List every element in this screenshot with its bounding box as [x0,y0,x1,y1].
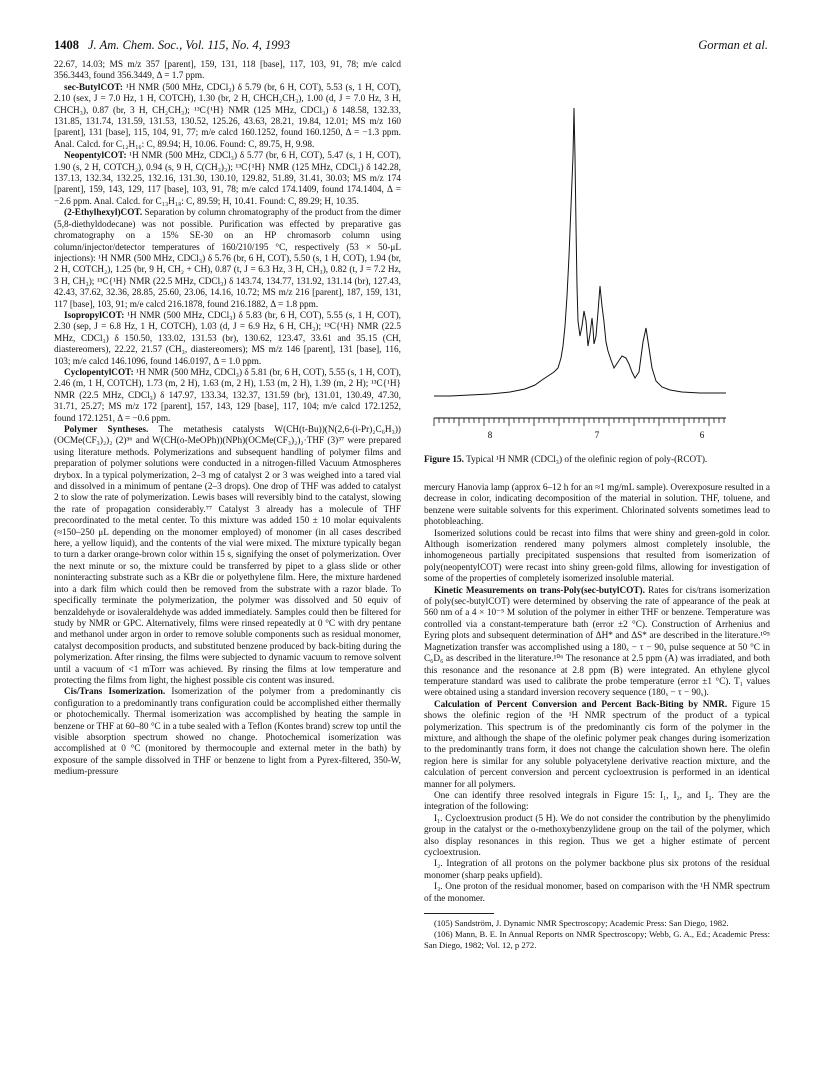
right-column [424,483,770,950]
section-heading: Kinetic Measurements on trans-Poly(sec-butylCOT). [434,585,649,596]
journal-citation: J. Am. Chem. Soc., Vol. 115, No. 4, 1993 [88,38,290,52]
spectrum-trace [434,108,726,396]
paragraph: sec-ButylCOT: ¹H NMR (500 MHz, CDCl₃) δ 5.79 (br, 6 H, COT), 5.53 (s, 1 H, COT), 2.10 (sex, J = 7.0 Hz, 1 H, COTCH), 1.30 (br, 2 H, CHCH₂CH₃), 1.00 (d, J = 7.0 Hz, 3 H, CHCH₃), 0.87 (br, 3 H, CH₂CH₃); ¹³C{¹H} NMR (125 MHz, CDCl₃) δ 148.58, 132.33, 131.85, 131.74, 131.59, 131.53, 130.52, 125.26, 43.63, 28.21, 19.84, 12.01; MS m/z 160 [parent], 131 [base], 115, 104, 91, 77; m/e calcd 160.1252, found 160.1250, Δ = −1.3 ppm. Anal. Calcd. for C₁₂H₁₆: C, 89.94; H, 10.06. Found: C, 89.75, H, 9.98. [54,82,401,150]
paragraph: Polymer Syntheses. The metathesis catalysts W(CH(t-Bu))(N(2,6-(i-Pr)₂C₆H₃))(OCMe(CF₃)₂)₂ (2)³⁶ and W(CH(o-MeOPh))(NPh)(OCMe(CF₃)₂)₂·THF (3)³⁷ were prepared using literature methods. Polymerizations and subsequent handling of polymer films and preparation of polymer solutions were conducted in a nitrogen-filled Vacuum Atmospheres drybox. In a typical polymerization, 2–3 mg of catalyst 2 or 3 was weighed into a tared vial and dissolved in a minimum of pentane (2–3 drops). One drop of THF was added to catalyst 2 to slow the rate of polymerization. Lewis bases will reversibly bind to the catalyst, slowing the rate of propagation considerably.⁷⁷ Catalyst 3 already has a molecule of THF precoordinated to the metal center. To this mixture was added 150 ± 10 molar equivalents (≈150–250 μL depending on the monomer employed) of monomer (in all cases described here, a yellow liquid), and the contents of the vial were mixed. The mixture typically began to turn a darker orange-brown color within 15 s, signifying the onset of polymerization. Over the next minute or so, the mixture could be transferred by pipet to a glass slide or other noninteracting substrate such as a KBr die or polyethylene film. Here, the mixture hardened into a dark film which could then be removed from the substrate with a razor blade. To specifically terminate the polymerization, the polymer was dissolved and 50 equiv of benzaldehyde or isovaleraldehyde was added immediately. Samples could then be filtered for study by NMR or GPC. Alternatively, films were rinsed repeatedly at 0 °C with dry pentane and methanol under argon in order to remove soluble components such as residual monomer, catalyst decomposition products, and substituted benzene produced by back-biting during the polymerization. After rinsing, the films were subjected to dynamic vacuum to remove solvent until a vacuum of <1 mTorr was achieved. By rinsing the films at low temperature and protecting the films from light, the highest possible cis content was insured. [54,425,401,686]
paragraph: NeopentylCOT: ¹H NMR (500 MHz, CDCl₃) δ 5.77 (br, 6 H, COT), 5.47 (s, 1 H, COT), 1.90 (s, 2 H, COTCH₂), 0.94 (s, 9 H, C(CH₃)₃); ¹³C{¹H} NMR (125 MHz, CDCl₃) δ 142.28, 137.13, 132.34, 132.25, 132.16, 131.30, 130.10, 129.82, 51.89, 31.41, 30.03; MS m/z 174 [parent], 159, 143, 129, 117 [base], 103, 91, 78; m/e calcd 174.1409, found 174.1404, Δ = −2.6 ppm. Anal. Calcd. for C₁₃H₁₈: C, 89.59; H, 10.41. Found: C, 89.29; H, 10.35. [54,151,401,207]
section-heading: Polymer Syntheses. [64,425,159,435]
paragraph: Kinetic Measurements on trans-Poly(sec-butylCOT). Rates for cis/trans isomerization of poly(sec-butylCOT) were determined by observing the rate of appearance of the peak at 560 nm of a 4 × 10⁻⁵ M solution of the polymer in either THF or benzene. Temperature was controlled via a constant-temperature bath (error ±2 °C). Construction of Arrhenius and Eyring plots and subsequent determination of ΔH* and ΔS* are described in the literature.¹⁰⁵ Magnetization transfer was accomplished using a 180ₓ − τ − 90ₓ pulse sequence at 50 °C in C₆D₆ as described in the literature.¹⁰⁶ The resonance at 2.5 ppm (A) was irradiated, and both this resonance and the resonance at 2.8 ppm (B) were integrated. An ethylene glycol temperature standard was used to calibrate the probe temperature (error ±1 °C). T₁ values were obtained using a standard inversion recovery sequence (180ₓ − τ − 90ₓ). [424,585,770,699]
footnote: (106) Mann, B. E. In Annual Reports on NMR Spectroscopy; Webb, G. A., Ed.; Academic Press: San Diego, 1982; Vol. 12, p 272. [424,928,770,950]
compound-heading: sec-ButylCOT: [64,82,126,93]
paragraph: I₃. One proton of the residual monomer, based on comparison with the ¹H NMR spectrum of the monomer. [424,882,770,904]
axis-tick-label: 8 [487,430,493,440]
section-heading: Calculation of Percent Conversion and Percent Back-Biting by NMR. [434,699,732,710]
paragraph: mercury Hanovia lamp (approx 6–12 h for an ≈1 mg/mL sample). Overexposure resulted in a decrease in color, indicating decomposition of the material in solution. THF, toluene, and benzene were suitable solvents for this experiment. Chlorinated solvents sometimes lead to photobleaching. [424,483,770,528]
compound-heading: CyclopentylCOT: [64,367,137,378]
paragraph: (2-Ethylhexyl)COT. Separation by column chromatography of the product from the dimer (5,8-diethyldodecane) was not possible. Purification was effected by preparative gas chromatography on a 15% SE-30 on an HP chromasorb column using column/injector/detector temperatures of 160/210/195 °C, respectively (53 × 50-μL injections): ¹H NMR (500 MHz, CDCl₃) δ 5.76 (br, 6 H, COT), 5.50 (s, 1 H, COT), 1.94 (br, 2 H, COTCH₂), 1.25 (br, 9 H, CH₂ + CH), 0.87 (t, J = 6.3 Hz, 3 H, CH₃), 0.82 (t, J = 7.2 Hz, 3 H, CH₃); ¹³C{¹H} NMR (22.5 MHz, CDCl₃) δ 143.74, 134.77, 131.92, 131.14 (br), 127.43, 42.43, 37.62, 32.36, 28.85, 25.60, 23.06, 14.16, 10.72; MS m/z 216 [parent], 187, 159, 131, 117 [base], 103, 91; m/e calcd 216.1878, found 216.1882, Δ = 1.8 ppm. [54,208,401,310]
figure-caption [424,455,770,466]
page-number: 1408 [54,38,79,52]
axis-tick-label: 7 [594,430,600,440]
paragraph: Isomerized solutions could be recast into films that were shiny and green-gold in color. Although isomerization rendered many polymers almost completely insoluble, the inhomogeneous partially precipitated suspensions that resulted from isomerization of poly(neopentylCOT) were recast into shiny green-gold films, allowing for investigation of some of the properties of completely isomerized insoluble material. [424,528,770,585]
axis-tick-label: 6 [699,430,705,440]
compound-heading: (2-Ethylhexyl)COT. [64,208,145,219]
page-header [54,38,768,54]
paragraph: One can identify three resolved integrals in Figure 15: I₁, I₂, and I₃. They are the integration of the following: [424,790,770,813]
section-heading: Cis/Trans Isomerization. [64,687,172,698]
paragraph: I₂. Integration of all protons on the polymer backbone plus six protons of the residual monomer (sharp peaks upfield). [424,859,770,881]
axis-ticks [434,418,724,426]
figure-label: Figure 15. [424,455,464,465]
compound-heading: IsopropylCOT: [64,310,128,321]
paragraph: CyclopentylCOT: ¹H NMR (500 MHz, CDCl₃) δ 5.81 (br, 6 H, COT), 5.55 (s, 1 H, COT), 2.46 (m, 1 H, COTCH), 1.73 (m, 2 H), 1.63 (m, 2 H), 1.53 (m, 2 H), 1.39 (m, 2 H); ¹³C{¹H} NMR (22.5 MHz, CDCl₃) δ 147.97, 133.34, 132.37, 131.59 (br), 131.01, 130.49, 47.30, 31.71, 25.27; MS m/z 172 [parent], 157, 143, 129 [base], 117, 104; m/e calcd 172.1252, found 172.1251, Δ = −0.6 ppm. [54,367,401,424]
compound-heading: NeopentylCOT: [64,151,130,162]
nmr-spectrum-figure [430,96,730,461]
paragraph: 22.67, 14.03; MS m/z 357 [parent], 159, 131, 118 [base], 117, 103, 91, 78; m/e calcd 356.3443, found 356.3449, Δ = 1.7 ppm. [54,60,401,82]
footnote: (105) Sandström, J. Dynamic NMR Spectroscopy; Academic Press: San Diego, 1982. [434,918,729,929]
paragraph: Cis/Trans Isomerization. Isomerization of the polymer from a predominantly cis configuration to a predominantly trans configuration could be accomplished either thermally or photochemically. Thermal isomerization was accomplished by heating the sample in benzene or THF at 60–80 °C in a tube sealed with a Teflon (Kontes brand) screw top until the visible absorption spectrum showed no change. Photochemical isomerization was accomplished at 0 °C (monitored by thermocouple and external meter in the bath) by exposure of the sample dissolved in THF or benzene to light from a Pyrex-filtered, 350-W, medium-pressure [54,687,401,778]
running-authors: Gorman et al. [698,38,768,52]
footnote-divider [424,913,494,914]
caption-text: Typical ¹H NMR (CDCl₃) of the olefinic region of poly-(RCOT). [463,455,708,465]
paragraph: IsopropylCOT: ¹H NMR (500 MHz, CDCl₃) δ 5.83 (br, 6 H, COT), 5.55 (s, 1 H, COT), 2.30 (sep, J = 6.8 Hz, 1 H, COTCH), 1.03 (d, J = 6.9 Hz, 6 H, CH₃); ¹³C{¹H} NMR (22.5 MHz, CDCl₃) δ 150.50, 133.02, 131.53 (br), 130.62, 123.47, 33.61 and 35.15 (CH, diastereomers), 22.22, 21.57 (CH₃, diastereomers); MS m/z 146 [parent], 131 [base], 116, 103; m/e calcd 146.1096, found 146.0197, Δ = 1.0 ppm. [54,310,401,367]
paragraph: Calculation of Percent Conversion and Percent Back-Biting by NMR. Figure 15 shows the olefinic region of the ¹H NMR spectrum of the product of a typical polymerization. This spectrum is of the predominantly cis form of the polymer in the mixture, and although the shape of the olefinic polymer peak changes during isomerization to the predominantly trans form, it does not change the calculation shown here. The olefin region here is similar for any soluble polyacetylene derivative reaction mixture, and the calculation of percent conversion and percent cycloextrusion is performed in an identical manner for all polymers. [424,699,770,790]
paragraph: I₁. Cycloextrusion product (5 H). We do not consider the contribution by the phenylimido group in the catalyst or the o-methoxybenzylidene group on the tail of the polymer, which also display resonances in this region. Thus we get a higher estimate of percent cycloextrusion. [424,813,770,858]
left-column [54,60,401,779]
